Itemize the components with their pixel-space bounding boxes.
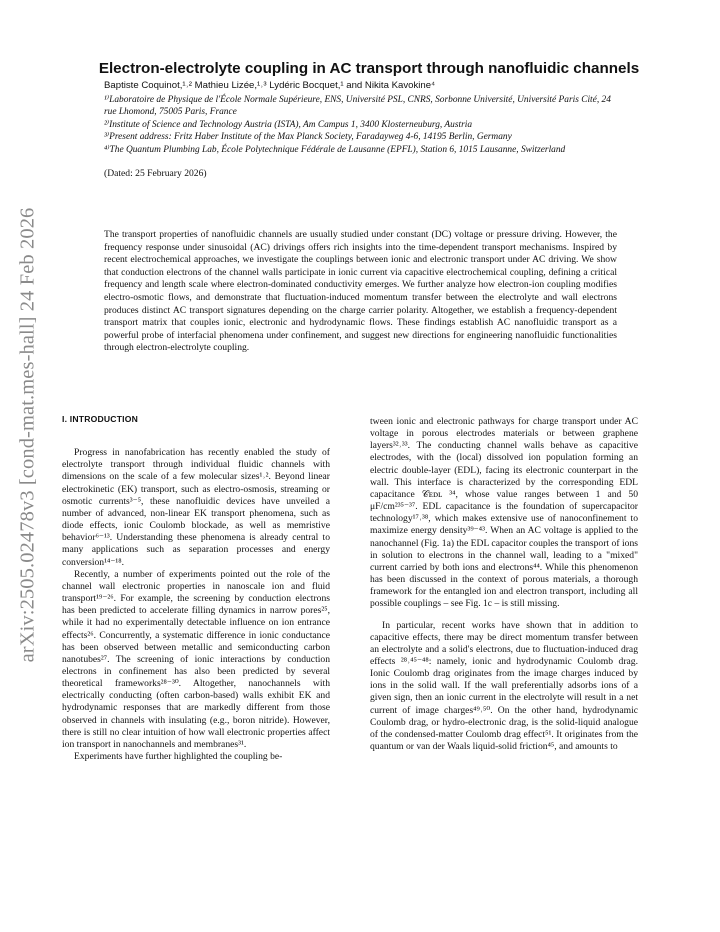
arxiv-sidebar [8, 200, 48, 670]
abstract: The transport properties of nanofluidic channels are usually studied under constant (DC) voltage or pressure driving. However, the frequency response under sinusoidal (AC) drivings offers rich insights into the time-dependent transport mechanisms. Inspired by recent electrochemical approaches, we investigate the couplings between ionic and electronic transport under AC driving. We show that conduction electrons of the channel walls participate in ionic current via capacitive electrochemical coupling, defining a critical frequency and length scale where electron-dominated conductivity emerges. We further analyze how electron-ion coupling modifies electro-osmotic flows, and demonstrate that fluctuation-induced momentum transfer between the electrolyte and wall electrons produces distinct AC transport signatures depending on the charge carrier polarity. Altogether, we establish a frequency-dependent transport matrix that couples ionic, electronic and hydrodynamic flows. These findings establish AC nanofluidic transport as a powerful probe of interfacial phenomena under confinement, and suggest new directions for engineering nanofluidic functionalities through electron-electrolyte coupling. [104, 229, 617, 354]
arxiv-identifier: arXiv:2505.02478v3 [cond-mat.mes-hall] 24 Feb 2026 [16, 207, 39, 663]
front-matter [104, 80, 624, 181]
paragraph: In particular, recent works have shown that in addition to capacitive effects, there may be direct momentum transfer between an electrolyte and a solid's electrons, due to fluctuation-induced drag effects ²⁸˒⁴⁵⁻⁴⁸: namely, ionic and hydrodynamic Coulomb drag. Ionic Coulomb drag originates from the image charges induced by ions in the solid wall. If the wall preferentially adsorbs ions of a given sign, then an ionic current in the electrolyte will result in a net current of image charges⁴⁹˒⁵⁰. On the other hand, hydrodynamic Coulomb drag, or hydro-electronic drag, is the solid-liquid analogue of the condensed-matter Coulomb drag effect⁵¹. It originates from the quantum or van der Waals liquid-solid friction⁴⁵, and amounts to [370, 619, 638, 753]
dated-line: (Dated: 25 February 2026) [104, 168, 207, 179]
author-list: Baptiste Coquinot,¹˒² Mathieu Lizée,¹˒³ Lydéric Bocquet,¹ and Nikita Kavokine⁴ [104, 80, 436, 91]
right-column [370, 416, 638, 753]
affiliation-1: ¹⁾Laboratoire de Physique de l'École Normale Supérieure, ENS, Université PSL, CNRS, Sorbonne Université, Université Paris Cité, 24 rue Lhomond, 75005 Paris, France [104, 94, 611, 117]
section-heading: I. INTRODUCTION [62, 414, 139, 424]
paragraph: tween ionic and electronic pathways for charge transport under AC voltage in porous electrodes materials or between graphene layers³²˒³³. The conducting channel walls behave as capacitive electrodes, with the (local) dissolved ion population forming an electric double-layer (EDL), facing its electronic counterpart in the wall. This interface is characterized by the corresponding EDL capacitance 𝒞ᴇᴅʟ ³⁴, whose value ranges between 1 and 50 μF/cm²³⁵⁻³⁷. EDL capacitance is the foundation of supercapacitor technology¹⁷˒³⁸, which makes extensive use of nanoconfinement to maximize energy density³⁹⁻⁴³. When an AC voltage is applied to the nanochannel (Fig. 1a) the EDL capacitor couples the transport of ions in solution to electrons in the channel wall, leading to a "mixed" current carried by both ions and electrons⁴⁴. While this phenomenon has been discussed in the context of porous materials, a thorough framework for the entangled ion and electron transport, including all possible couplings – see Fig. 1c – is still missing. [370, 416, 638, 610]
affiliation-2: ²⁾Institute of Science and Technology Austria (ISTA), Am Campus 1, 3400 Klosterneuburg, Austria [104, 119, 473, 130]
paragraph: Experiments have further highlighted the coupling be- [74, 751, 283, 763]
paragraph: Progress in nanofabrication has recently enabled the study of electrolyte transport through individual fluidic channels with dimensions on the scale of a few molecular sizes¹˒². Beyond linear electrokinetic (EK) transport, such as electro-osmosis, streaming or osmotic currents³⁻⁵, these nanofluidic devices have unveiled a number of advanced, non-linear EK transport phenomena, such as diode effects, ionic Coulomb blockade, as well as memristive behavior⁶⁻¹³. Understanding these phenomena is already central to many applications such as separation processes and energy conversion¹⁴⁻¹⁸. [62, 447, 330, 568]
paper-title: Electron-electrolyte coupling in AC transport through nanofluidic channels [98, 60, 640, 77]
left-column [62, 413, 330, 763]
affiliation-3: ³⁾Present address: Fritz Haber Institute of the Max Planck Society, Faradayweg 4-6, 14195 Berlin, Germany [104, 132, 512, 142]
affiliation-4: ⁴⁾The Quantum Plumbing Lab, École Polytechnique Fédérale de Lausanne (EPFL), Station 6, 1015 Lausanne, Switzerland [104, 144, 566, 155]
paragraph: Recently, a number of experiments pointed out the role of the channel wall electronic properties in nanoscale ion and fluid transport¹⁹⁻²⁶. For example, the screening by conduction electrons has been predicted to accelerate filling dynamics in narrow pores²⁵, while it had no experimentally detectable influence on ion entrance effects²⁶. Concurrently, a systematic difference in ionic conductance has been observed between metallic and semiconducting carbon nanotubes²⁷. The screening of ionic interactions by conduction electrons in confinement has also been predicted by several theoretical frameworks²⁸⁻³⁰. Altogether, nanochannels with electrically conducting (often carbon-based) walls exhibit EK and hydrodynamic responses that are markedly different from those observed in channels with insulating (e.g., boron nitride). However, there is still no clear intuition of how wall electronic properties affect ion transport in nanochannels and membranes³¹. [62, 568, 330, 750]
